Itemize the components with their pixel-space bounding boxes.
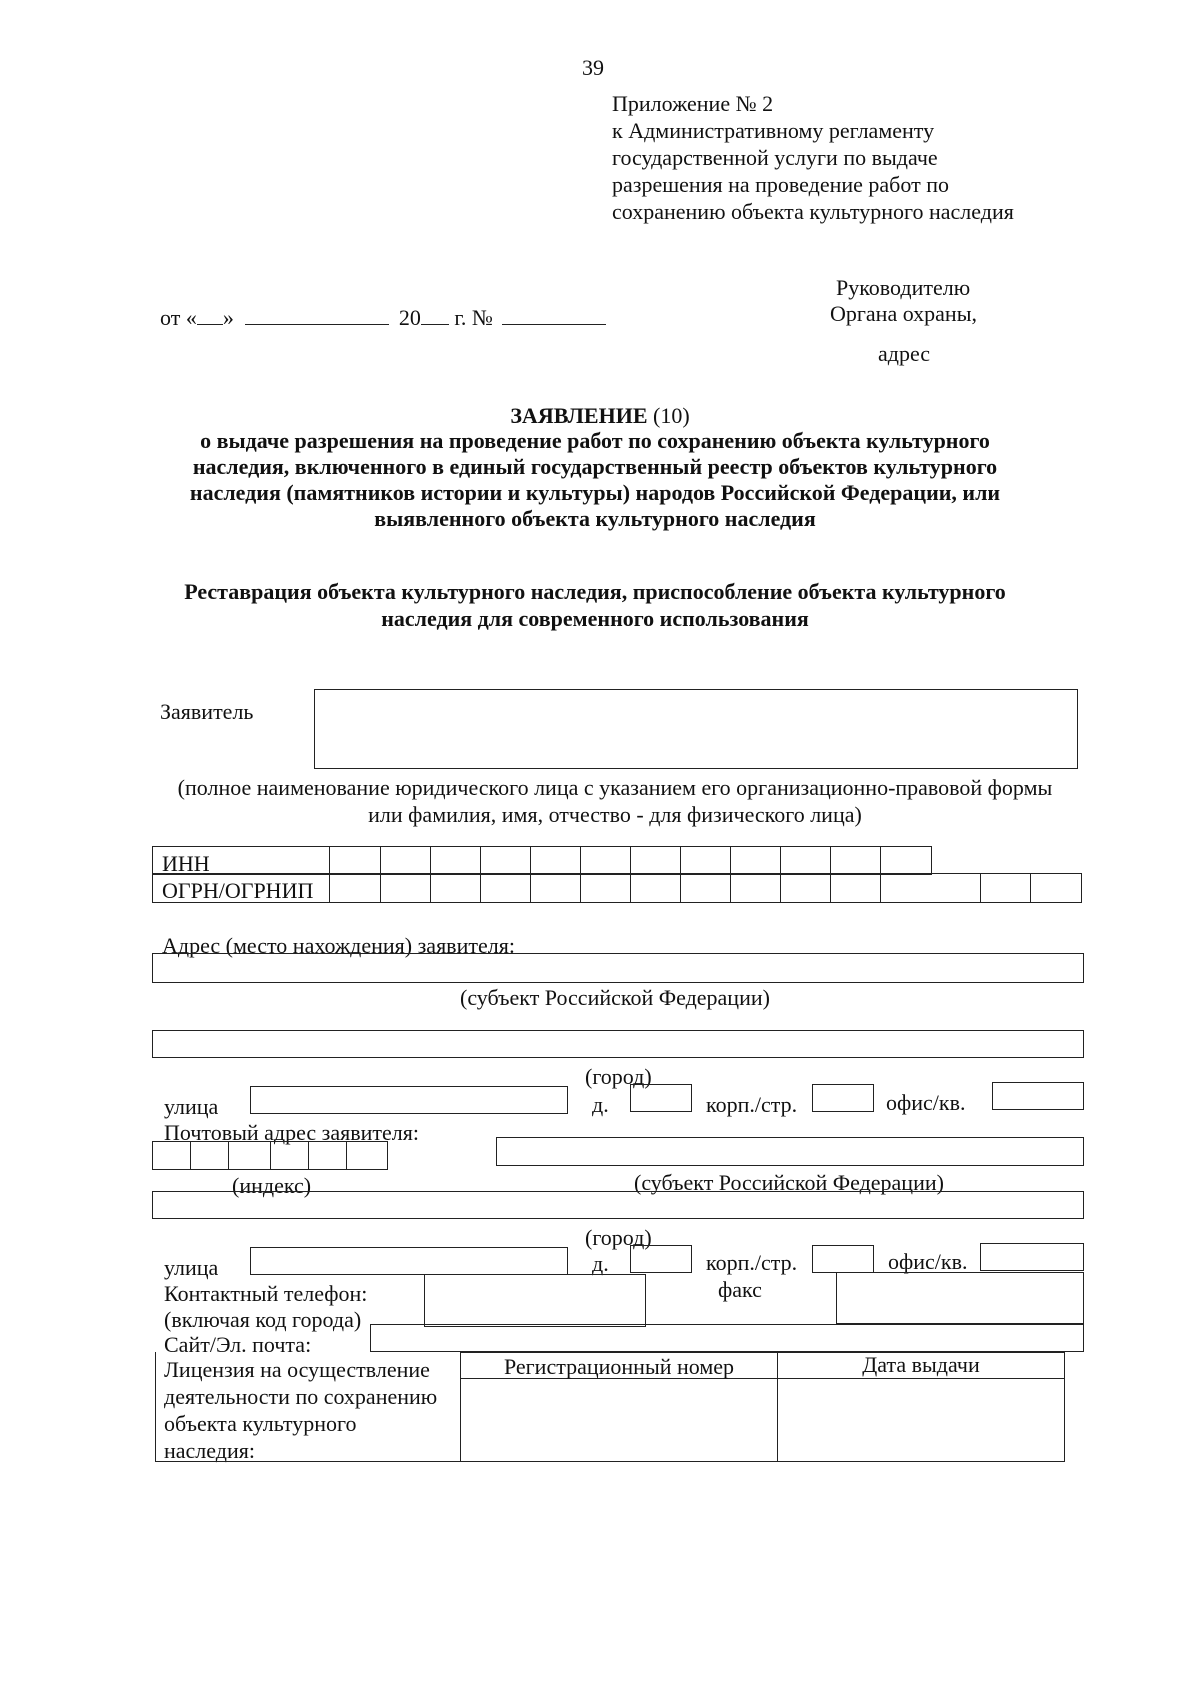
fax-label: факс [718,1277,762,1302]
addressee-address: адрес [878,341,931,366]
postal-building-label: корп./стр. [706,1250,798,1275]
postal-office-label: офис/кв. [888,1249,968,1274]
title-number: (10) [647,403,690,428]
postal-house-label: д. [592,1251,609,1276]
address-office-label: офис/кв. [886,1090,966,1115]
postal-city-field[interactable] [152,1191,1084,1219]
index-divider [190,1141,191,1170]
appendix-line: Приложение № 2 [612,91,774,116]
site-email-label: Сайт/Эл. почта: [164,1332,312,1357]
addressee-line: Руководителю [836,275,971,300]
appendix-line: разрешения на проведение работ по [612,172,949,197]
appendix-line: к Административному регламенту [612,118,935,143]
phone-label: Контактный телефон: [164,1281,368,1306]
fax-field[interactable] [836,1272,1084,1324]
address-office-field[interactable] [992,1082,1084,1110]
inn-field[interactable] [331,848,931,873]
applicant-hint-line: (полное наименование юридического лица с указанием его организационно-правовой формы [177,775,1053,800]
year-prefix: 20 [398,305,421,330]
postal-street-field[interactable] [250,1247,568,1275]
applicant-hint [140,774,1090,828]
address-street-field[interactable] [250,1086,568,1114]
license-col-divider [777,1352,778,1462]
license-label-line: наследия: [164,1438,255,1463]
address-house-label: д. [592,1092,609,1117]
address-label: Адрес (место нахождения) заявителя: [162,933,515,958]
ogrn-field[interactable] [331,875,1081,901]
day-field[interactable] [197,304,223,325]
appendix-line: сохранению объекта культурного наследия [612,199,1014,224]
year-field[interactable] [421,304,449,325]
license-left-border [155,1352,156,1462]
index-divider [308,1141,309,1170]
postal-office-field[interactable] [980,1243,1084,1271]
number-field[interactable] [502,304,606,325]
address-subject-field[interactable] [152,953,1084,983]
page-number: 39 [582,55,604,80]
title-main: ЗАЯВЛЕНИЕ [510,403,648,428]
postal-street-label: улица [164,1255,219,1280]
subtitle-line: наследия, включенного в единый государственный реестр объектов культурного [192,454,998,479]
phone-hint: (включая код города) [164,1307,362,1332]
postal-house-field[interactable] [630,1245,692,1273]
address-street-label: улица [164,1094,219,1119]
work-type-line: Реставрация объекта культурного наследия, приспособление объекта культурного [184,579,1006,604]
license-reg-number-field[interactable] [462,1380,776,1460]
subtitle-line: выявленного объекта культурного наследия [374,506,816,531]
license-label-line: деятельности по сохранению [164,1384,438,1409]
license-col-issue-date: Дата выдачи [862,1352,980,1377]
postal-index-hint: (индекс) [232,1173,312,1198]
postal-label: Почтовый адрес заявителя: [164,1120,420,1145]
postal-city-hint: (город) [585,1225,652,1250]
inn-label: ИНН [162,851,210,876]
postal-building-field[interactable] [812,1245,874,1273]
license-label-line: объекта культурного [164,1411,357,1436]
subtitle-line: наследия (памятников истории и культуры) народов Российской Федерации, или [189,480,1001,505]
applicant-hint-line: или фамилия, имя, отчество - для физического лица) [368,802,862,827]
appendix-block [612,90,1014,225]
subtitle-line: о выдаче разрешения на проведение работ по сохранению объекта культурного [200,428,990,453]
ogrn-label: ОГРН/ОГРНИП [162,878,314,903]
address-city-hint: (город) [585,1064,652,1089]
number-label: г. № [448,305,493,330]
index-divider [228,1141,229,1170]
postal-subject-hint: (субъект Российской Федерации) [634,1170,944,1195]
license-label [164,1356,437,1464]
applicant-label: Заявитель [160,699,254,724]
postal-subject-field[interactable] [496,1137,1084,1166]
phone-field[interactable] [424,1274,646,1327]
page-title [0,402,1200,429]
address-city-field[interactable] [152,1030,1084,1058]
license-col-reg-number: Регистрационный номер [503,1354,735,1379]
title-subtitle [0,428,1190,532]
index-divider [270,1141,271,1170]
address-building-label: корп./стр. [706,1092,798,1117]
address-subject-hint: (субъект Российской Федерации) [460,985,770,1010]
address-house-field[interactable] [630,1084,692,1112]
date-line [160,304,606,331]
site-email-field[interactable] [370,1324,1084,1352]
work-type [0,578,1190,632]
applicant-name-field[interactable] [314,689,1078,769]
license-label-line: Лицензия на осуществление [164,1357,430,1382]
appendix-line: государственной услуги по выдаче [612,145,938,170]
label-divider [329,846,330,903]
index-divider [346,1141,347,1170]
date-prefix: от « [160,305,197,330]
license-issue-date-field[interactable] [779,1380,1063,1460]
addressee-line: Органа охраны, [830,301,977,326]
work-type-line: наследия для современного использования [381,606,809,631]
date-close-quote: » [222,305,234,330]
month-field[interactable] [245,304,389,325]
address-building-field[interactable] [812,1084,874,1112]
